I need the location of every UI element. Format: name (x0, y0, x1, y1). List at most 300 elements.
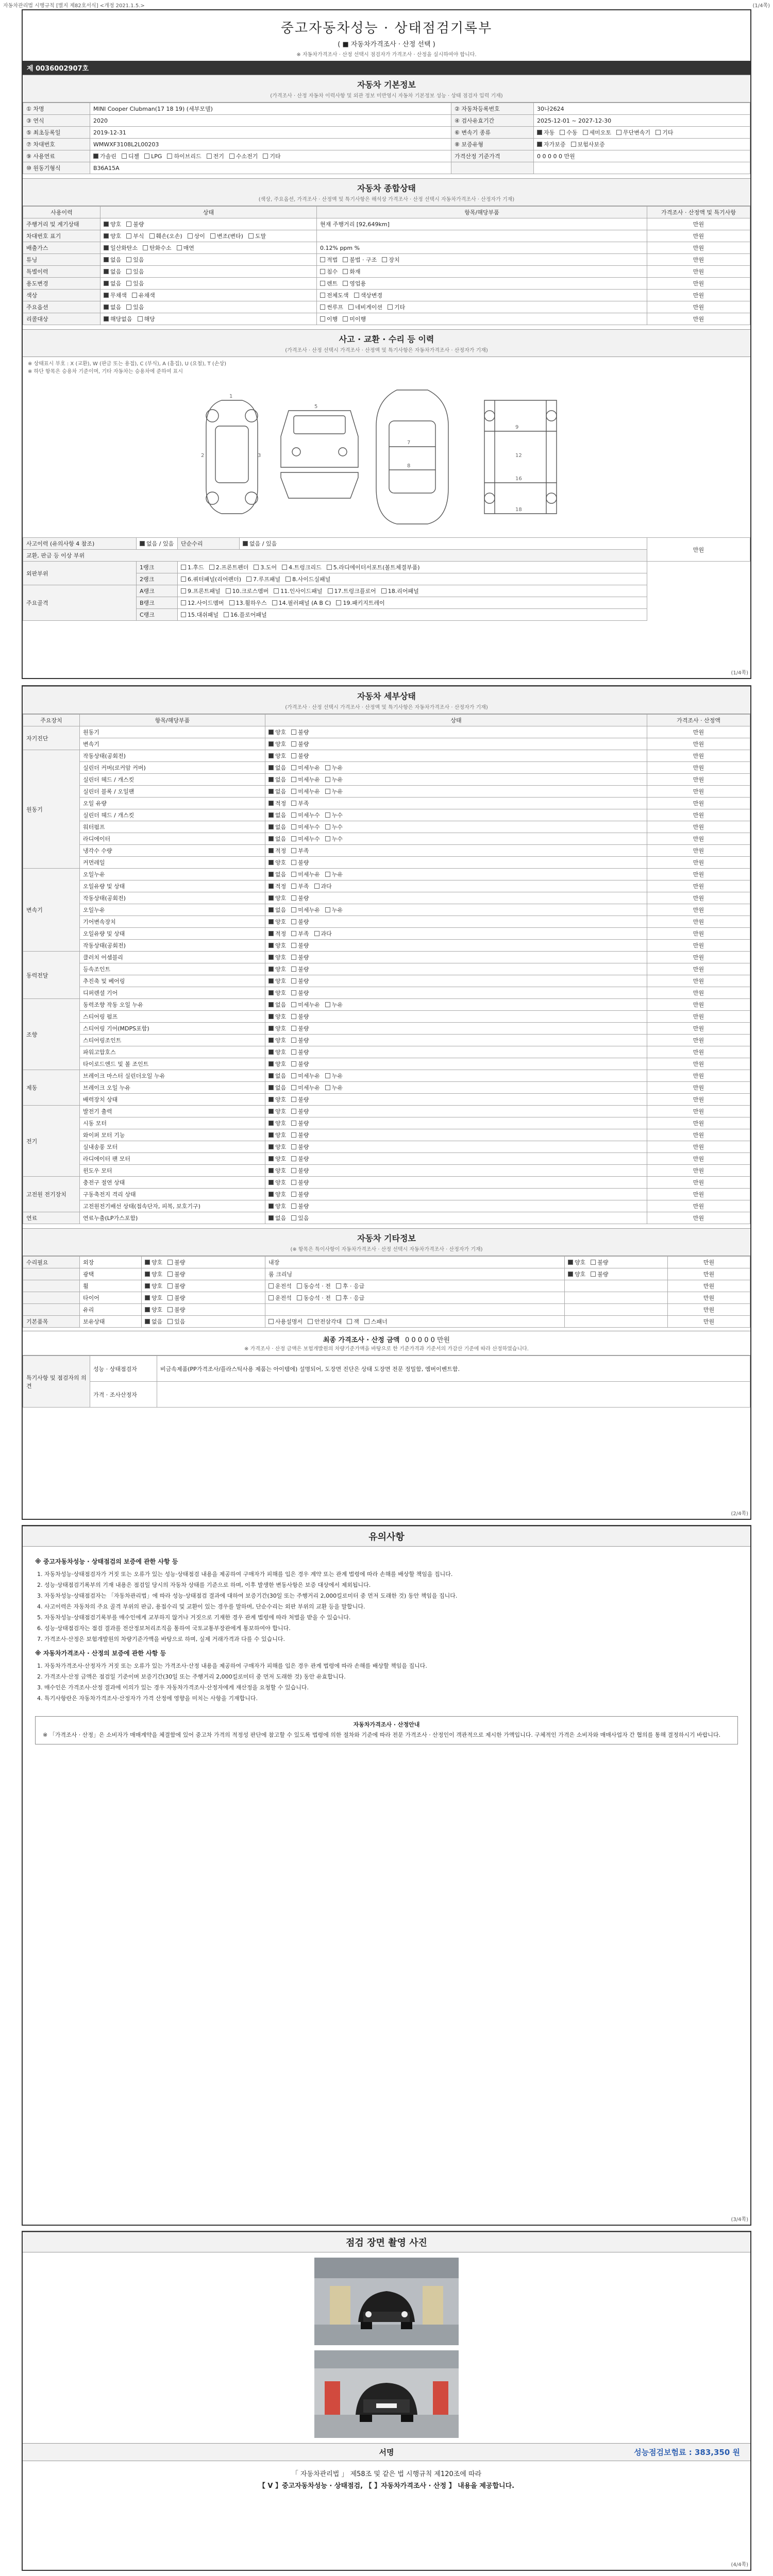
note-item: 4. 특기사항란은 자동차가격조사·산정자가 가격 산정에 영향을 미치는 사항을 기재합니다. (44, 1694, 738, 1703)
checkbox[interactable] (560, 130, 565, 135)
checkbox[interactable] (210, 233, 215, 239)
overall-col: 사용이력 (23, 207, 100, 218)
checkbox[interactable] (291, 1156, 296, 1161)
checkbox[interactable] (104, 222, 109, 227)
checkbox[interactable] (314, 931, 320, 936)
checkbox[interactable] (268, 1283, 274, 1289)
detail-price: 만원 (647, 1082, 750, 1094)
checkbox[interactable] (167, 1272, 173, 1277)
checkbox[interactable] (354, 293, 359, 298)
checkbox[interactable] (297, 1283, 302, 1289)
other-row (23, 1280, 750, 1292)
checkbox[interactable] (188, 233, 193, 239)
checkbox[interactable] (167, 1307, 173, 1312)
checkbox[interactable] (591, 1260, 596, 1265)
detail-row (23, 1082, 750, 1094)
option: 적정 (268, 883, 286, 890)
checkbox[interactable] (291, 753, 296, 758)
checkbox[interactable] (268, 1026, 274, 1031)
checkbox[interactable] (268, 1038, 274, 1043)
checkbox[interactable] (126, 304, 131, 310)
checkbox[interactable] (282, 565, 287, 570)
checkbox[interactable] (181, 565, 186, 570)
option: 후 · 응급 (336, 1295, 364, 1301)
option: 누유 (325, 907, 343, 913)
other-row (23, 1316, 750, 1328)
checkbox[interactable] (537, 142, 542, 147)
checkbox[interactable] (181, 577, 186, 582)
option: 자동 (537, 129, 554, 136)
checkbox[interactable] (268, 1319, 274, 1324)
checkbox[interactable] (348, 304, 354, 310)
checkbox[interactable] (126, 233, 131, 239)
checkbox[interactable] (291, 1121, 296, 1126)
checkbox[interactable] (308, 1319, 313, 1324)
checkbox[interactable] (291, 730, 296, 735)
detail-item: 윈도우 모터 (80, 1165, 265, 1177)
checkbox[interactable] (291, 884, 296, 889)
checkbox[interactable] (226, 588, 231, 594)
checkbox[interactable] (347, 1319, 352, 1324)
checkbox[interactable] (145, 1307, 150, 1312)
checkbox[interactable] (268, 1049, 274, 1055)
checkbox[interactable] (224, 612, 229, 617)
option: 양호 (145, 1307, 162, 1313)
checkbox[interactable] (104, 304, 109, 310)
checkbox[interactable] (291, 765, 296, 770)
checkbox[interactable] (229, 154, 234, 159)
checkbox[interactable] (381, 588, 386, 594)
svg-text:3: 3 (258, 453, 261, 459)
checkbox[interactable] (268, 1156, 274, 1161)
checkbox[interactable] (291, 872, 296, 877)
detail-item: 작동상태(공회전) (80, 892, 265, 904)
checkbox[interactable] (656, 130, 661, 135)
option: 양호 (268, 1096, 286, 1103)
checkbox[interactable] (583, 130, 588, 135)
detail-item: 작동상태(공회전) (80, 750, 265, 762)
checkbox[interactable] (291, 1026, 296, 1031)
other-state (142, 1292, 265, 1304)
detail-state (265, 1046, 647, 1058)
option: 미세누유 (291, 1073, 320, 1079)
checkbox[interactable] (268, 990, 274, 995)
checkbox[interactable] (254, 565, 259, 570)
checkbox[interactable] (320, 257, 325, 262)
checkbox[interactable] (314, 884, 320, 889)
checkbox[interactable] (291, 1204, 296, 1209)
checkbox[interactable] (291, 919, 296, 924)
checkbox[interactable] (291, 801, 296, 806)
checkbox[interactable] (291, 789, 296, 794)
option: 양호 (145, 1259, 162, 1266)
checkbox[interactable] (268, 978, 274, 984)
checkbox[interactable] (268, 1132, 274, 1138)
checkbox[interactable] (145, 1295, 150, 1300)
detail-item: 실린더 헤드 / 개스킷 (80, 809, 265, 821)
checkbox[interactable] (104, 233, 109, 239)
checkbox[interactable] (291, 895, 296, 901)
option: 누유 (325, 765, 343, 771)
checkbox[interactable] (126, 222, 131, 227)
checkbox[interactable] (268, 1002, 274, 1007)
checkbox[interactable] (291, 1144, 296, 1149)
checkbox[interactable] (364, 1319, 369, 1324)
checkbox[interactable] (291, 967, 296, 972)
car-top-view (376, 390, 448, 524)
checkbox[interactable] (207, 154, 212, 159)
checkbox[interactable] (93, 154, 98, 159)
basic-value: 2020 (90, 115, 451, 127)
option: 무채색 (104, 292, 127, 299)
checkbox[interactable] (272, 600, 277, 605)
checkbox[interactable] (268, 753, 274, 758)
detail-row (23, 975, 750, 987)
option: 불량 (167, 1283, 185, 1290)
checkbox[interactable] (181, 612, 186, 617)
option: 불량 (591, 1259, 608, 1266)
checkbox[interactable] (268, 895, 274, 901)
checkbox[interactable] (336, 1295, 341, 1300)
checkbox[interactable] (320, 293, 325, 298)
basic-label: ⑤ 최초등록일 (23, 127, 90, 139)
note-item: 1. 자동차성능·상태점검자가 거짓 또는 오류가 있는 성능·상태점검 내용을 제공하여 구매자가 피해를 입은 경우 계약 또는 관계 법령에 따라 손해를 배상할 책임을 집니다. (44, 1570, 738, 1579)
checkbox[interactable] (145, 1319, 150, 1324)
option: 불량 (291, 1191, 309, 1198)
checkbox[interactable] (291, 1168, 296, 1173)
checkbox[interactable] (104, 257, 109, 262)
checkbox[interactable] (343, 257, 348, 262)
checkbox[interactable] (143, 245, 148, 250)
checkbox[interactable] (297, 1295, 302, 1300)
checkbox[interactable] (167, 1260, 173, 1265)
checkbox[interactable] (571, 142, 576, 147)
checkbox[interactable] (268, 884, 274, 889)
checkbox[interactable] (145, 1272, 150, 1277)
accident-none-checkbox[interactable] (140, 541, 145, 546)
checkbox[interactable] (144, 154, 149, 159)
detail-item: 파워고압호스 (80, 1046, 265, 1058)
checkbox[interactable] (325, 1073, 330, 1078)
checkbox[interactable] (268, 1168, 274, 1173)
checkbox[interactable] (291, 1073, 296, 1078)
other-item: 광택 (80, 1268, 142, 1280)
checkbox[interactable] (177, 245, 182, 250)
detail-row (23, 762, 750, 774)
other-item: 타이어 (80, 1292, 142, 1304)
option: 양호 (268, 1132, 286, 1139)
detail-item: 배력장치 상태 (80, 1094, 265, 1106)
overall-item: 색상 (23, 290, 100, 301)
svg-text:16: 16 (515, 476, 522, 482)
checkbox[interactable] (268, 919, 274, 924)
checkbox[interactable] (591, 1272, 596, 1277)
checkbox[interactable] (132, 293, 137, 298)
checkbox[interactable] (325, 812, 330, 818)
basic-label: ① 차명 (23, 103, 90, 115)
checkbox[interactable] (126, 281, 131, 286)
checkbox[interactable] (325, 1085, 330, 1090)
checkbox[interactable] (291, 1192, 296, 1197)
checkbox[interactable] (209, 565, 214, 570)
checkbox[interactable] (104, 269, 109, 274)
checkbox[interactable] (268, 824, 274, 829)
detail-state (265, 1165, 647, 1177)
option: 안전삼각대 (308, 1318, 342, 1325)
checkbox[interactable] (336, 600, 341, 605)
detail-state (265, 928, 647, 940)
checkbox[interactable] (181, 588, 186, 594)
checkbox[interactable] (268, 943, 274, 948)
checkbox[interactable] (268, 789, 274, 794)
detail-item: 오일유량 및 상태 (80, 880, 265, 892)
checkbox[interactable] (291, 777, 296, 782)
detail-row (23, 928, 750, 940)
sign-title: 서명 (379, 2448, 394, 2457)
overall-item: 배출가스 (23, 242, 100, 254)
simple-repair-checkbox[interactable] (243, 541, 248, 546)
option: 이행 (320, 316, 338, 323)
option: 누수 (325, 836, 343, 842)
checkbox[interactable] (568, 1260, 573, 1265)
detail-item: 브레이크 마스터 실린더오일 누유 (80, 1070, 265, 1082)
checkbox[interactable] (291, 1002, 296, 1007)
overall-title: 자동차 종합상태 (357, 183, 416, 193)
checkbox[interactable] (568, 1272, 573, 1277)
checkbox[interactable] (325, 824, 330, 829)
checkbox[interactable] (325, 1002, 330, 1007)
checkbox[interactable] (268, 955, 274, 960)
detail-state (265, 1153, 647, 1165)
checkbox[interactable] (388, 304, 393, 310)
doc-number: 제 0036002907호 (23, 61, 750, 75)
basic-value (534, 162, 750, 174)
option: 불량 (291, 990, 309, 996)
inspection-photo-front (314, 2258, 459, 2345)
checkbox[interactable] (327, 565, 332, 570)
checkbox[interactable] (382, 257, 387, 262)
checkbox[interactable] (268, 1215, 274, 1221)
option: 불량 (291, 942, 309, 949)
checkbox[interactable] (291, 1132, 296, 1138)
checkbox[interactable] (291, 1215, 296, 1221)
overall-price: 만원 (647, 230, 750, 242)
other-row (23, 1292, 750, 1304)
checkbox[interactable] (268, 1014, 274, 1019)
basic-label: ② 자동차등록번호 (451, 103, 534, 115)
checkbox[interactable] (104, 293, 109, 298)
checkbox[interactable] (268, 730, 274, 735)
checkbox[interactable] (328, 588, 333, 594)
checkbox[interactable] (268, 1204, 274, 1209)
checkbox[interactable] (268, 1180, 274, 1185)
checkbox[interactable] (167, 1319, 173, 1324)
basic-label: ⑩ 원동기형식 (23, 162, 90, 174)
checkbox[interactable] (268, 1144, 274, 1149)
checkbox[interactable] (138, 316, 143, 321)
checkbox[interactable] (291, 1109, 296, 1114)
checkbox[interactable] (149, 233, 155, 239)
rank-label: C랭크 (137, 609, 178, 621)
detail-row (23, 987, 750, 999)
checkbox[interactable] (291, 1038, 296, 1043)
checkbox[interactable] (104, 245, 109, 250)
checkbox[interactable] (291, 1014, 296, 1019)
basic-value (90, 150, 451, 162)
checkbox[interactable] (320, 281, 325, 286)
checkbox[interactable] (167, 154, 172, 159)
checkbox[interactable] (268, 777, 274, 782)
checkbox[interactable] (268, 801, 274, 806)
checkbox[interactable] (325, 789, 330, 794)
checkbox[interactable] (122, 154, 127, 159)
checkbox[interactable] (274, 588, 279, 594)
basic-label: ⑥ 변속기 종류 (451, 127, 534, 139)
checkbox[interactable] (291, 860, 296, 865)
checkbox[interactable] (291, 848, 296, 853)
checkbox[interactable] (248, 233, 254, 239)
svg-text:5: 5 (314, 404, 318, 410)
checkbox[interactable] (167, 1295, 173, 1300)
checkbox[interactable] (320, 316, 325, 321)
detail-price: 만원 (647, 762, 750, 774)
checkbox[interactable] (268, 860, 274, 865)
checkbox[interactable] (268, 907, 274, 912)
final-price-note: ※ 가격조사 · 산정 금액은 보험개발원의 차량기준가액을 바탕으로 한 기준가격과 기준서의 가감산 기준에 따라 산정하였습니다. (244, 1346, 529, 1352)
car-front-view (281, 411, 358, 498)
checkbox[interactable] (537, 130, 542, 135)
checkbox[interactable] (126, 257, 131, 262)
checkbox[interactable] (616, 130, 621, 135)
checkbox[interactable] (325, 777, 330, 782)
checkbox[interactable] (285, 577, 291, 582)
detail-price: 만원 (647, 798, 750, 809)
checkbox[interactable] (263, 154, 268, 159)
insurance-fee (634, 2447, 740, 2458)
other-item: 유리 (80, 1304, 142, 1316)
checkbox[interactable] (336, 1283, 341, 1289)
checkbox[interactable] (320, 304, 325, 310)
basic-value: 0 0 0 0 0 만원 (534, 150, 750, 162)
detail-price: 만원 (647, 786, 750, 798)
form-top-bar (0, 0, 773, 8)
overall-price: 만원 (647, 278, 750, 290)
detail-state (265, 940, 647, 952)
checkbox[interactable] (145, 1283, 150, 1289)
other-row (23, 1257, 750, 1268)
checkbox[interactable] (291, 943, 296, 948)
detail-state (265, 1058, 647, 1070)
checkbox[interactable] (291, 978, 296, 984)
checkbox[interactable] (246, 577, 251, 582)
checkbox[interactable] (325, 765, 330, 770)
detail-row (23, 1200, 750, 1212)
checkbox[interactable] (268, 872, 274, 877)
checkbox[interactable] (325, 872, 330, 877)
option: 양호 (268, 1061, 286, 1067)
checkbox[interactable] (291, 1085, 296, 1090)
option: 불량 (291, 753, 309, 759)
photos-header: 점검 장면 촬영 사진 (23, 2232, 750, 2252)
checkbox[interactable] (268, 1295, 274, 1300)
basic-value: MINI Cooper Clubman(17 18 19) (세부모델) (90, 103, 451, 115)
checkbox[interactable] (268, 931, 274, 936)
checkbox[interactable] (268, 812, 274, 818)
checkbox[interactable] (167, 1283, 173, 1289)
overall-item: 차대번호 표기 (23, 230, 100, 242)
option: 양호 (145, 1271, 162, 1278)
checkbox[interactable] (104, 281, 109, 286)
checkbox[interactable] (291, 1061, 296, 1066)
checkbox[interactable] (268, 1085, 274, 1090)
checkbox[interactable] (291, 812, 296, 818)
checkbox[interactable] (268, 967, 274, 972)
option: 양호 (268, 741, 286, 748)
other-header (23, 1228, 750, 1256)
checkbox[interactable] (291, 1049, 296, 1055)
detail-price: 만원 (647, 1035, 750, 1046)
detail-row (23, 845, 750, 857)
checkbox[interactable] (268, 1192, 274, 1197)
detail-price: 만원 (647, 1070, 750, 1082)
checkbox[interactable] (343, 269, 348, 274)
checkbox[interactable] (291, 1180, 296, 1185)
detail-group: 고전원 전기장치 (23, 1177, 80, 1212)
checkbox[interactable] (268, 1109, 274, 1114)
checkbox[interactable] (126, 269, 131, 274)
option: 8.사이드실패널 (285, 576, 330, 583)
checkbox[interactable] (343, 281, 348, 286)
option: 양호 (145, 1283, 162, 1290)
checkbox[interactable] (325, 836, 330, 841)
overall-price: 만원 (647, 254, 750, 266)
detail-row (23, 940, 750, 952)
checkbox[interactable] (268, 741, 274, 747)
checkbox[interactable] (268, 1121, 274, 1126)
checkbox[interactable] (268, 1097, 274, 1102)
detail-item: 오일유량 및 상태 (80, 928, 265, 940)
checkbox[interactable] (291, 741, 296, 747)
checkbox[interactable] (145, 1260, 150, 1265)
option: 있음 (291, 1215, 309, 1222)
checkbox[interactable] (268, 836, 274, 841)
detail-price: 만원 (647, 750, 750, 762)
checkbox[interactable] (268, 765, 274, 770)
checkbox[interactable] (291, 907, 296, 912)
checkbox[interactable] (291, 824, 296, 829)
checkbox[interactable] (229, 600, 234, 605)
checkbox[interactable] (325, 907, 330, 912)
checkbox[interactable] (268, 848, 274, 853)
checkbox[interactable] (291, 931, 296, 936)
checkbox[interactable] (291, 990, 296, 995)
detail-price: 만원 (647, 1046, 750, 1058)
checkbox[interactable] (291, 836, 296, 841)
detail-item: 작동상태(공회전) (80, 940, 265, 952)
overall-col: 상태 (100, 207, 317, 218)
checkbox[interactable] (268, 1073, 274, 1078)
checkbox[interactable] (343, 316, 348, 321)
checkbox[interactable] (268, 1061, 274, 1066)
checkbox[interactable] (181, 600, 186, 605)
option: 불량 (291, 1167, 309, 1174)
checkbox[interactable] (291, 955, 296, 960)
checkbox[interactable] (291, 1097, 296, 1102)
checkbox[interactable] (320, 269, 325, 274)
option: 10.크로스멤버 (226, 588, 269, 595)
other-group (23, 1304, 80, 1316)
checkbox[interactable] (104, 316, 109, 321)
